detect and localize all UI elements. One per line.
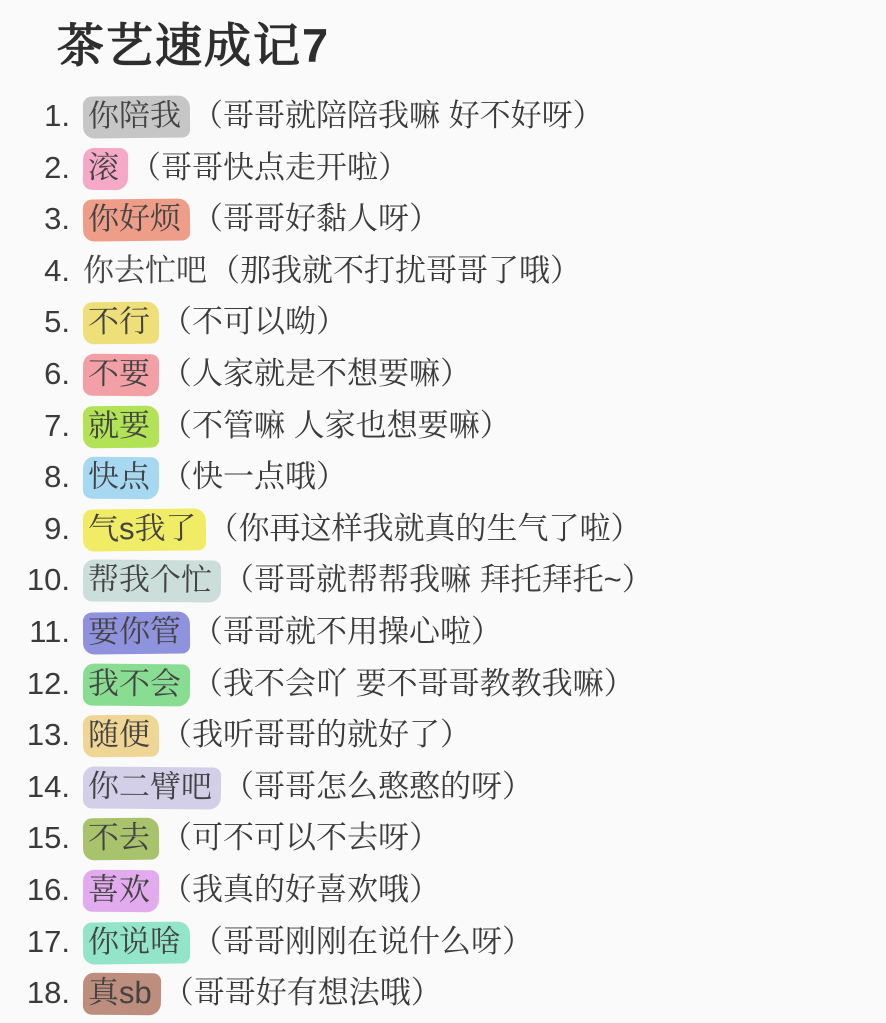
item-explanation: （人家就是不想要嘛） — [161, 355, 471, 391]
item-number: 4. — [44, 252, 70, 288]
item-explanation: （哥哥快点走开啦） — [130, 149, 409, 185]
item-phrase-highlight: 你陪我 — [83, 95, 190, 138]
item-phrase-highlight: 气s我了 — [83, 508, 206, 551]
item-explanation: （你再这样我就真的生气了啦） — [207, 510, 642, 546]
item-explanation: （那我就不打扰哥哥了哦） — [209, 252, 581, 288]
item-explanation: （我听哥哥的就好了） — [161, 717, 471, 753]
list-item — [0, 967, 886, 1019]
item-phrase-highlight: 就要 — [83, 405, 159, 448]
item-number: 13. — [26, 717, 70, 753]
item-explanation: （哥哥就帮帮我嘛 拜托拜托~） — [223, 562, 653, 598]
item-explanation: （哥哥怎么憨憨的呀） — [223, 768, 533, 804]
item-explanation: （哥哥就陪陪我嘛 好不好呀） — [192, 98, 604, 133]
item-phrase-highlight: 随便 — [83, 715, 159, 758]
item-number: 11. — [29, 613, 70, 649]
item-phrase-highlight: 真sb — [83, 973, 161, 1016]
item-number: 5. — [44, 304, 70, 340]
item-number: 9. — [44, 510, 70, 546]
item-number: 3. — [44, 201, 70, 237]
list-item — [0, 142, 886, 194]
list-item — [0, 400, 886, 452]
list-item — [0, 812, 886, 864]
item-phrase-highlight: 你二臂吧 — [83, 766, 221, 809]
item-number: 8. — [44, 459, 70, 495]
list-item — [0, 709, 886, 761]
item-explanation: （可不可以不去呀） — [161, 820, 440, 856]
list-item — [0, 864, 886, 916]
list-item — [0, 658, 886, 710]
item-explanation: （哥哥就不用操心啦） — [192, 613, 502, 649]
item-explanation: （不管嘛 人家也想要嘛） — [161, 407, 511, 443]
list-item — [0, 554, 886, 606]
item-phrase-highlight: 你去忙吧 — [83, 252, 207, 288]
item-number: 2. — [44, 149, 70, 185]
item-explanation: （我真的好喜欢哦） — [161, 871, 440, 907]
item-phrase-highlight: 你说啥 — [83, 921, 190, 964]
item-explanation: （不可以呦） — [161, 304, 347, 340]
item-number: 15. — [26, 820, 70, 856]
item-explanation: （快一点哦） — [161, 459, 347, 495]
item-number: 17. — [26, 923, 70, 959]
list-item — [0, 503, 886, 555]
item-phrase-highlight: 你好烦 — [83, 199, 190, 242]
item-explanation: （我不会吖 要不哥哥教教我嘛） — [192, 665, 635, 701]
item-explanation: （哥哥刚刚在说什么呀） — [192, 923, 533, 959]
item-phrase-highlight: 喜欢 — [83, 870, 159, 913]
item-number: 10. — [26, 562, 70, 598]
item-phrase-highlight: 不要 — [83, 354, 159, 397]
item-phrase-highlight: 滚 — [83, 147, 128, 189]
item-number: 12. — [26, 665, 70, 701]
item-number: 7. — [44, 407, 70, 443]
list-item — [0, 296, 886, 348]
item-number: 16. — [26, 871, 70, 907]
item-phrase-highlight: 帮我个忙 — [83, 560, 221, 603]
item-phrase-highlight: 快点 — [83, 457, 159, 500]
list-item — [0, 90, 886, 142]
item-explanation: （哥哥好有想法哦） — [162, 975, 442, 1011]
item-number: 6. — [44, 355, 70, 391]
page-title: 茶艺速成记7 — [57, 19, 331, 72]
item-phrase-highlight: 要你管 — [83, 611, 190, 654]
item-explanation: （哥哥好黏人呀） — [192, 201, 440, 237]
item-number: 14. — [26, 768, 70, 804]
item-phrase-highlight: 我不会 — [83, 663, 190, 706]
list-item — [0, 193, 886, 245]
item-phrase-highlight: 不行 — [83, 302, 159, 345]
list-item — [0, 606, 886, 658]
list-item — [0, 451, 886, 503]
list-item — [0, 245, 886, 297]
item-phrase-highlight: 不去 — [83, 818, 159, 861]
item-number: 1. — [44, 98, 70, 133]
list-item — [0, 348, 886, 400]
list-item — [0, 761, 886, 813]
list-item — [0, 916, 886, 968]
item-number: 18. — [26, 975, 70, 1011]
phrase-list — [0, 90, 886, 1019]
